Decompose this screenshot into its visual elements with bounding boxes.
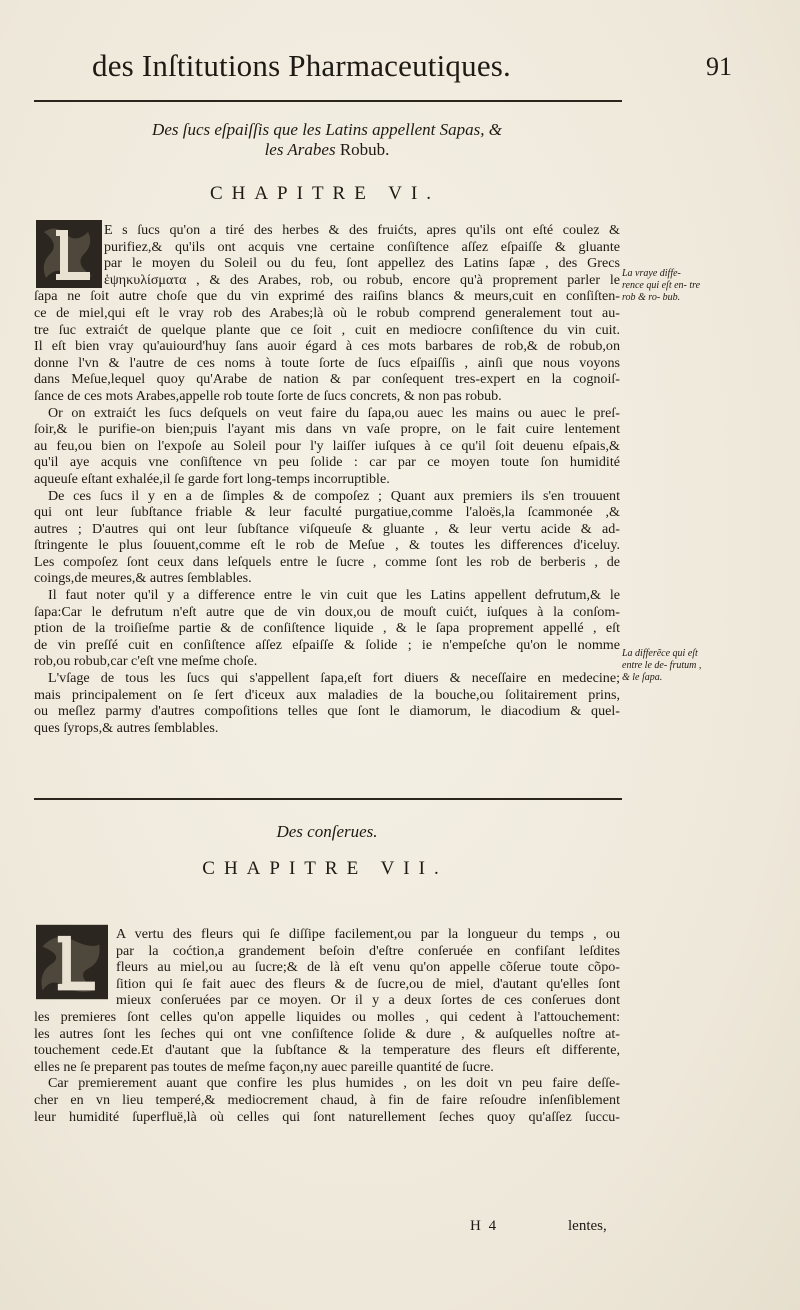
chapter-7-title: CHAPITRE VII.: [202, 858, 448, 879]
text-line: cher en vn lieu temperé,& mediocrement chaud, à fin de faire reſoudre inſenſiblement: [34, 1091, 620, 1108]
paragraph: [34, 222, 620, 405]
text-line: au feu,ou bien on l'expoſe au Soleil pour l'y laiſſer iuſques à ce qu'il ſoit deuenu eſpais,&: [34, 437, 620, 454]
text-line: les premieres ſont celles qu'on appelle liquides ou molles , qui cedent à l'attouchement:: [34, 1008, 620, 1025]
section-divider: [34, 798, 622, 800]
text-line: ques ſyrops,& autres ſemblables.: [34, 719, 219, 736]
text-line: coings,de meures,& autres ſemblables.: [34, 570, 252, 587]
text-line: par le moyen du Soleil ou du feu, ſont appellez des Latins ſapæ , des Grecs: [104, 255, 620, 272]
text-line: donne l'vn & l'autre de ces noms à toute ſorte de ſucs eſpaiſſis , ainſi que nous voyons: [34, 354, 620, 371]
text-line: De ces ſucs il y en a de ſimples & de compoſez ; Quant aux premiers ils s'en trouuent: [48, 487, 620, 504]
paragraph: [34, 670, 620, 736]
heading-roman-part: Robub.: [339, 140, 390, 159]
section-heading-1-line2: [34, 140, 620, 160]
text-line: ſance de ces mots Arabes,appelle rob toute ſorte de ſucs concrets, & non pas robub.: [34, 387, 502, 404]
running-head: [92, 48, 732, 90]
paragraph: [34, 405, 620, 488]
text-line: rob,ou robub,car c'eſt vne meſme choſe.: [34, 653, 258, 670]
text-line: qu'il aye acquis vne conſiſtence vn peu ſolide : car par ce moyen toute ſon humidité: [34, 454, 620, 471]
text-line: mais principalement on ſe ſert d'iceux aux maladies de la bouche,ou ſolitairement prins,: [34, 686, 620, 703]
text-line: tre ſuc extraićt de quelque plante que ce ſoit , cuit en mediocre conſiſtence du vin cuit.: [34, 321, 620, 338]
text-line: ption de la troiſieſme partie & de conſiſtence liquide , & le ſapa proprement appellé , eſt: [34, 620, 620, 637]
page-number: 91: [706, 52, 732, 81]
text-line: les autres ſont les ſeches qui ont vne conſiſtence ſolide & dure , & auſquelles noſtre at-: [34, 1025, 620, 1042]
text-line: Or on extraićt les ſucs deſquels on veut faire du ſapa,ou auec les mains ou auec le preſ-: [48, 404, 620, 421]
text-line: Il eſt bien vray qu'auiourd'huy ſans auoir égard à ces mots barbares de rob,& de robub,on: [34, 338, 620, 355]
text-line: elles ne ſe preparent pas toutes de meſme façon,ny auec pareille quantité de ſucre.: [34, 1058, 494, 1075]
signature-mark: H 4: [470, 1218, 499, 1234]
section-heading-2: Des conſerues.: [276, 822, 378, 841]
text-line: A vertu des fleurs qui ſe diſſipe facilement,ou par la longueur du temps , ou: [116, 926, 620, 942]
chapter-6-body: [34, 222, 620, 736]
text-line: ſapa:Car le defrutum n'eſt autre que de vin doux,ou de mouſt cuićt, iuſques à la conſom-: [34, 603, 620, 620]
text-line: par la coćtion,a grandement beſoin d'eſtre conſeruée en confiſant leſdites: [116, 942, 620, 959]
text-line: dans Meſue,lequel quoy qu'Arabe de nation & par conſequent tres-expert en la cognoiſ-: [34, 371, 620, 388]
text-line: Il faut noter qu'il y a difference entre le vin cuit que les Latins appellent defrutum,& le: [48, 587, 620, 604]
text-line: touchement cede.Et d'autant que la ſubſtance & la temperature des fleurs eſt differente,: [34, 1042, 620, 1059]
text-line: ou meſlez parmy d'autres compoſitions telles que ſont le diamorum, le diacodium & quel-: [34, 703, 620, 720]
text-line: de vin preſſé cuit en conſiſtence aſſez eſpaiſſe & ſolide ; ie n'empeſche qu'on le nomme: [34, 636, 620, 653]
paragraph: [34, 488, 620, 588]
paragraph: [34, 587, 620, 670]
text-line: E s ſucs qu'on a tiré des herbes & des fruićts, apres qu'ils ont eſté coulez &: [104, 222, 620, 238]
section-heading-1: [34, 120, 620, 160]
margin-note-2: La differẽce qui eſt entre le de- frutum , & le ſapa.: [622, 648, 702, 683]
text-line: mieux conſeruées par ce moyen. Or il y a deux ſortes de ces conſerues dont: [116, 992, 620, 1009]
text-line: ſapa ne ſoit autre choſe que du vin exprimé des raiſins blancs & meurs,cuit en conſiſten-: [34, 288, 620, 305]
margin-note-1: La vraye diffe- rence qui eſt en- tre rob & ro- bub.: [622, 268, 701, 303]
text-line: Les compoſez ſont ceux dans leſquels entre le ſucre , comme ſont les rob de berberis , de: [34, 553, 620, 570]
text-line: leur humidité ſuperfluë,là où celles qui ſont naturellement ſeches quoy qu'aſſez ſuccu-: [34, 1108, 620, 1125]
text-line: ἑψηκυλίσματα , & des Arabes, rob, ou robub, encore qu'à proprement parler le: [104, 271, 620, 288]
text-line: ſoir,& le purifie-on bien;puis l'ayant mis dans vn vaſe propre, on le fait cuire lentement: [34, 421, 620, 438]
paragraph: [34, 1075, 620, 1125]
header-rule: [34, 100, 622, 102]
catchword: lentes,: [568, 1218, 607, 1234]
chapter-7-body: [34, 926, 620, 1125]
chapter-6-title: CHAPITRE VI.: [209, 183, 441, 204]
running-title: des Inſtitutions Pharmaceutiques.: [92, 48, 511, 83]
text-line: ce de miel,qui eſt le vray rob des Arabes;là où le robub comprend generalement tout au-: [34, 304, 620, 321]
section-heading-1-line1: Des ſucs eſpaiſſis que les Latins appellent Sapas, &: [152, 120, 502, 139]
text-line: fleurs au miel,ou au ſucre;& de là eſt venu qu'on appelle cõſerue toute cõpo-: [116, 959, 620, 976]
text-line: Car premierement auant que confire les plus humides , on les doit vn peu faire deſſe-: [48, 1075, 620, 1092]
text-line: L'vſage de tous les ſucs qui s'appellent ſapa,eſt fort diuers & neceſſaire en medecine;: [48, 670, 620, 687]
heading-italic-part: les Arabes: [264, 140, 336, 159]
text-line: ſtringente le plus ſouuent,comme eſt le rob de Meſue , & toutes les differences d'iceluy.: [34, 537, 620, 554]
text-line: aqueuſe eſtant exhalée,il ſe garde fort long-temps incorruptible.: [34, 470, 390, 487]
text-line: ſition qui ſe fait auec des fleurs & de ſucre,ou de miel, d'autant qu'elles ſont: [116, 975, 620, 992]
text-line: autres ; D'autres qui ont leur ſubſtance viſqueuſe & gluante , & leur vertu acide & ad-: [34, 520, 620, 537]
text-line: purifiez,& qu'ils ont acquis vne certaine conſiſtence aſſez eſpaiſſe & gluante: [104, 238, 620, 255]
paragraph: [34, 926, 620, 1075]
text-line: qui ont leur ſubſtance friable & leur faculté purgatiue,comme l'aloës,la ſcammonée ,&: [34, 504, 620, 521]
